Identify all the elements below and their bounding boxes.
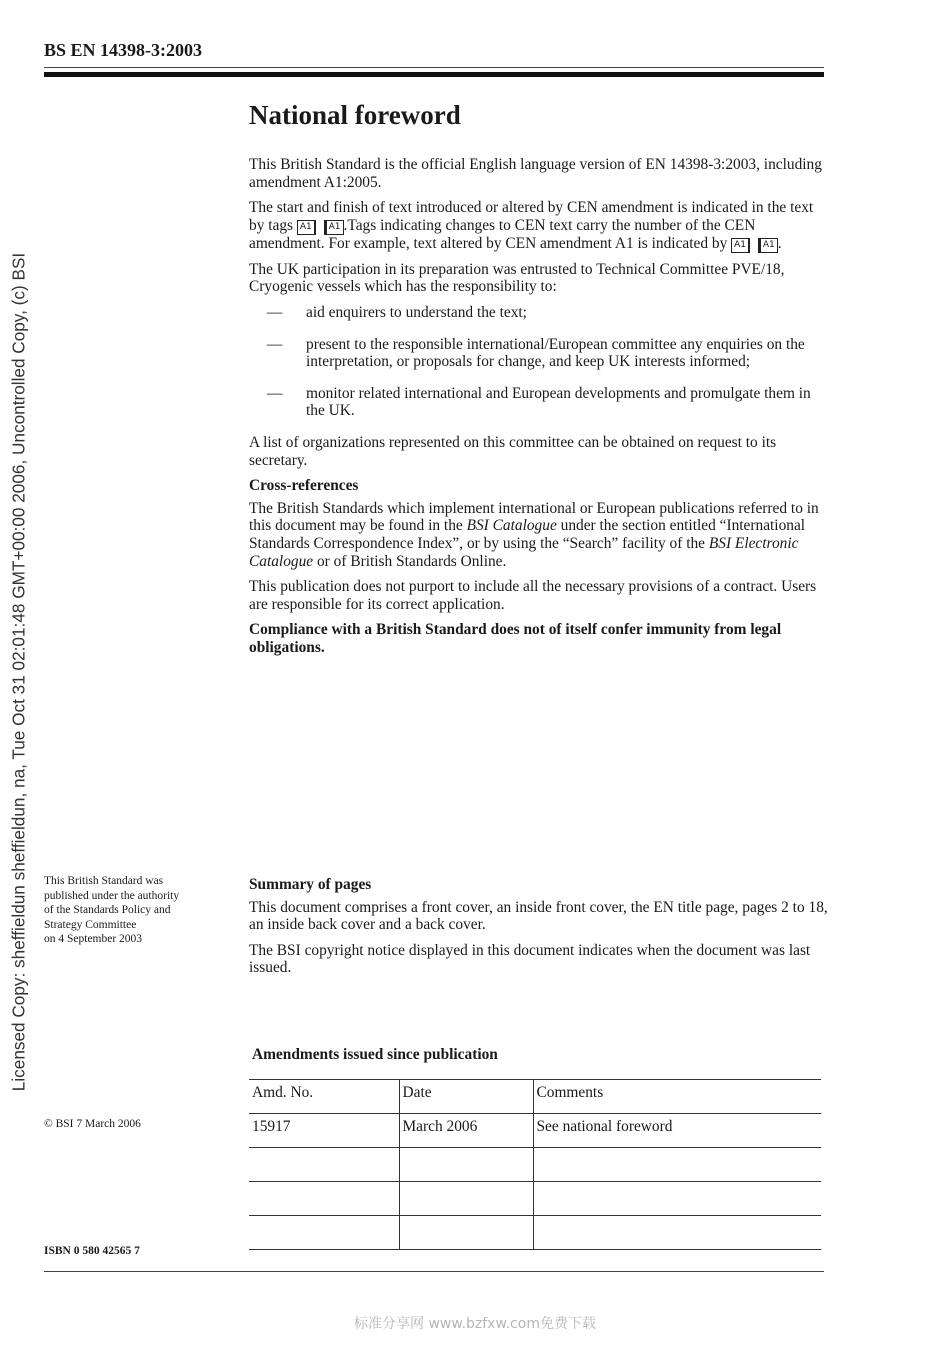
foreword-body [249, 156, 829, 664]
summary-of-pages [249, 876, 829, 985]
amendment-close-tag-icon: A1 [324, 220, 344, 235]
table-cell [399, 1148, 533, 1182]
list-item [249, 336, 829, 371]
table-cell [533, 1216, 821, 1250]
intro-paragraph-4: A list of organizations represented on this committee can be obtained on request to its secretary. [249, 433, 777, 469]
amendment-open-tag-icon: A1 [297, 220, 316, 235]
table-cell: 15917 [249, 1114, 399, 1148]
summary-paragraph-1: This document comprises a front cover, an inside front cover, the EN title page, pages 2 to 18, an inside back cover and a back cover. [249, 898, 828, 934]
cross-ref-text-a: The British Standards which implement international or European publications referred to in this document may be found in the [249, 499, 819, 535]
license-watermark: Licensed Copy: sheffieldun sheffieldun, na, Tue Oct 31 02:01:48 GMT+00:00 2006, Uncontrolled Copy, (c) BSI [8, 252, 29, 1092]
isbn: ISBN 0 580 42565 7 [44, 1245, 140, 1257]
amendment-open-tag-icon: A1 [731, 238, 750, 253]
list-item-text: monitor related international and European developments and promulgate them in the UK. [306, 384, 811, 420]
table-cell [249, 1148, 399, 1182]
publication-note-line: published under the authority [44, 889, 180, 902]
copyright-notice: © BSI 7 March 2006 [44, 1118, 141, 1130]
list-item [249, 385, 829, 420]
intro-paragraph-1: This British Standard is the official English language version of EN 14398-3:2003, including amendment A1:2005. [249, 156, 822, 191]
dash-bullet: — [267, 335, 283, 353]
header-rule-thin [44, 67, 824, 68]
publication-note-line: on 4 September 2003 [44, 933, 143, 945]
table-cell: See national foreword [533, 1114, 821, 1148]
intro-paragraph-2-text-c: . [777, 234, 782, 252]
table-header-cell: Date [399, 1080, 533, 1114]
footer-watermark: 标准分享网 www.bzfxw.com免费下载 [354, 1316, 596, 1332]
intro-paragraph-2-text-b: .Tags indicating changes to CEN text carry the number of the CEN amendment. For example, text altered by CEN amendment A1 is indicated by [249, 216, 756, 252]
amendments-title: Amendments issued since publication [252, 1046, 498, 1063]
table-header-row [249, 1080, 821, 1114]
intro-paragraph-2-text-a: The start and finish of text introduced or altered by CEN amendment is indicated in the text by tags [249, 199, 814, 234]
publication-note-line: This British Standard was [44, 875, 164, 887]
bsi-catalogue-title: BSI Catalogue [466, 517, 557, 535]
publication-note-line: of the Standards Policy and [44, 904, 171, 916]
bsi-electronic-catalogue-title: BSI Electronic Catalogue [249, 534, 799, 570]
publication-note-line: Strategy Committee [44, 918, 137, 931]
table-cell: March 2006 [399, 1114, 533, 1148]
table-cell [533, 1148, 821, 1182]
list-item [249, 304, 829, 322]
intro-paragraph-2 [249, 199, 829, 253]
responsibility-list [249, 304, 829, 420]
table-row [249, 1148, 821, 1182]
publication-note [44, 874, 234, 947]
summary-paragraph-2: The BSI copyright notice displayed in this document indicates when the document was last issued. [249, 941, 811, 977]
document-id: BS EN 14398-3:2003 [44, 40, 203, 60]
amendment-close-tag-icon: A1 [758, 238, 778, 253]
cross-references-paragraph-1 [249, 500, 829, 570]
table-header-cell: Comments [533, 1080, 821, 1114]
list-item-text: present to the responsible international/European committee any enquiries on the interpretation, or proposals for change, and keep UK interests informed; [306, 335, 805, 371]
dash-bullet: — [267, 303, 283, 321]
cross-references-heading: Cross-references [249, 477, 359, 495]
compliance-statement: Compliance with a British Standard does not of itself confer immunity from legal obligations. [249, 621, 782, 656]
table-cell [399, 1216, 533, 1250]
table-cell [249, 1216, 399, 1250]
table-row [249, 1114, 821, 1148]
table-row [249, 1182, 821, 1216]
page-title: National foreword [249, 100, 461, 130]
list-item-text: aid enquirers to understand the text; [306, 303, 527, 321]
table-row [249, 1216, 821, 1250]
table-cell [399, 1182, 533, 1216]
cross-ref-text-c: under the section entitled “International Standards Correspondence Index”, or by using the “Search” facility of the [249, 517, 806, 552]
intro-paragraph-3: The UK participation in its preparation was entrusted to Technical Committee PVE/18, Cryogenic vessels which has the responsibility to: [249, 260, 785, 296]
table-cell [533, 1182, 821, 1216]
cross-references-paragraph-2: This publication does not purport to include all the necessary provisions of a contract. Users are responsible for its correct application. [249, 578, 817, 613]
amendments-table [249, 1079, 821, 1250]
cross-ref-text-e: or of British Standards Online. [313, 552, 507, 570]
table-header-cell: Amd. No. [249, 1080, 399, 1114]
footer-rule [44, 1271, 824, 1272]
header-rule-thick [44, 72, 824, 77]
summary-heading: Summary of pages [249, 876, 372, 893]
dash-bullet: — [267, 384, 283, 402]
table-cell [249, 1182, 399, 1216]
